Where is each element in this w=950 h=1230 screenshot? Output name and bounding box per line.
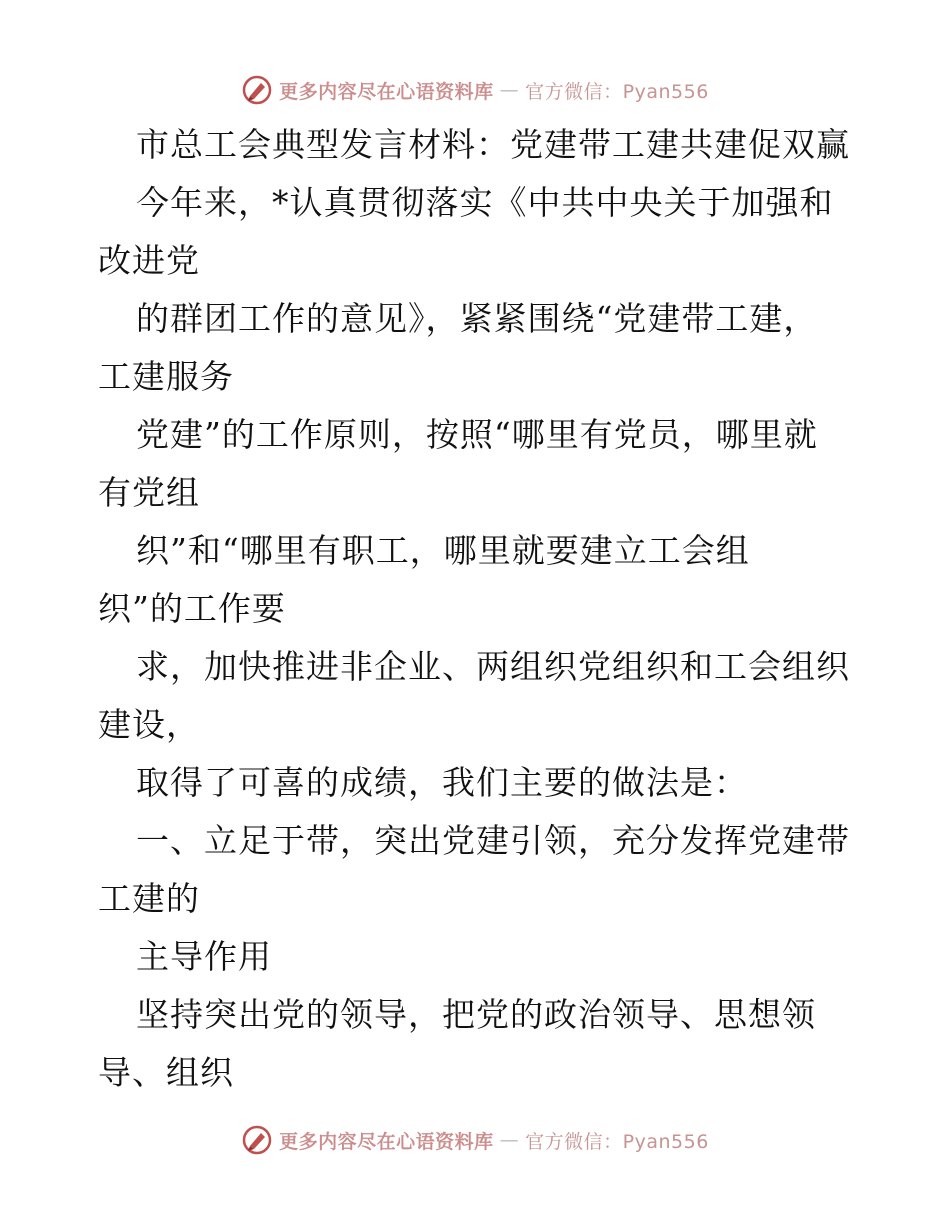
section-heading: 主导作用	[136, 937, 272, 976]
paragraph-line: 取得了可喜的成绩，我们主要的做法是：	[136, 763, 748, 802]
header-watermark	[0, 70, 950, 110]
paragraph-line: 改进党	[98, 241, 200, 280]
watermark-text: 更多内容尽在心语资料库	[279, 1130, 494, 1153]
paragraph-line: 有党组	[98, 473, 200, 512]
paragraph-line: 坚持突出党的领导，把党的政治领导、思想领	[136, 995, 816, 1034]
paragraph-line: 求，加快推进非企业、两组织党组织和工会组织	[136, 647, 850, 686]
paragraph-line: 今年来，*认真贯彻落实《中共中央关于加强和	[136, 183, 834, 222]
paragraph-line: 导、组织	[98, 1053, 234, 1092]
watermark-wechat: 官方微信：Pyan556	[525, 80, 709, 103]
paragraph-line: 织”的工作要	[98, 589, 286, 628]
paragraph-line: 织”和“哪里有职工，哪里就要建立工会组	[136, 531, 750, 570]
watermark-wechat: 官方微信：Pyan556	[525, 1130, 709, 1153]
paragraph-line: 的群团工作的意见》，紧紧围绕“党建带工建，	[136, 299, 818, 338]
document-title: 市总工会典型发言材料：党建带工建共建促双赢	[136, 125, 850, 164]
paragraph-line: 党建”的工作原则，按照“哪里有党员，哪里就	[136, 415, 818, 454]
watermark-separator: —	[499, 79, 520, 101]
pen-logo-icon	[241, 1124, 273, 1156]
watermark-text: 更多内容尽在心语资料库	[279, 80, 494, 103]
paragraph-line: 工建服务	[98, 357, 234, 396]
watermark-separator: —	[499, 1129, 520, 1151]
section-heading: 工建的	[98, 879, 200, 918]
pen-logo-icon	[241, 74, 273, 106]
paragraph-line: 建设，	[98, 705, 200, 744]
section-heading: 一、立足于带，突出党建引领，充分发挥党建带	[136, 821, 850, 860]
footer-watermark	[0, 1120, 950, 1160]
